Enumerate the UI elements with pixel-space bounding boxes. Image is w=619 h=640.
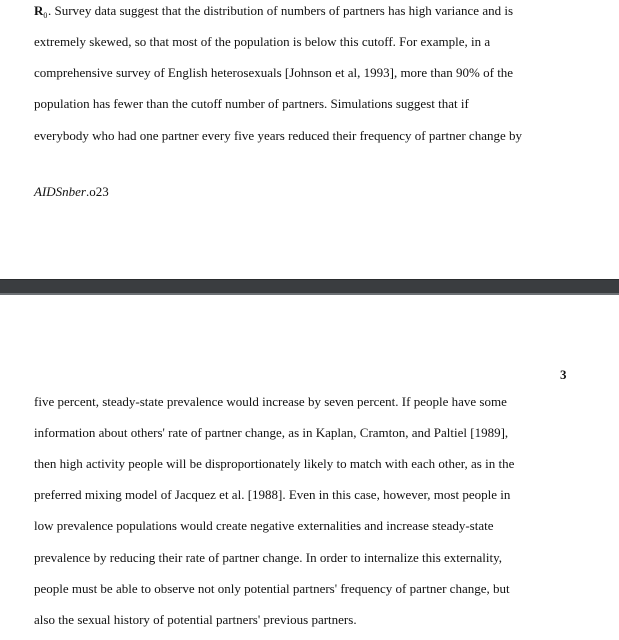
top-line-3: comprehensive survey of English heterosexuals [Johnson et al, 1993], more than 90% of the: [34, 65, 514, 80]
top-line-2: extremely skewed, so that most of the population is below this cutoff. For example, in a: [34, 34, 491, 49]
r0-symbol: [34, 3, 47, 24]
bottom-line-8: also the sexual history of potential partners' previous partners.: [34, 612, 357, 627]
bottom-line-1: five percent, steady-state prevalence would increase by seven percent. If people have some: [34, 394, 507, 409]
bottom-line-2: information about others' rate of partner change, as in Kaplan, Cramton, and Paltiel [1989],: [34, 425, 509, 440]
bottom-line-4: preferred mixing model of Jacquez et al. [1988]. Even in this case, however, most people in: [34, 487, 511, 502]
bottom-line-5: low prevalence populations would create negative externalities and increase steady-state: [34, 518, 494, 533]
top-line-4: population has fewer than the cutoff number of partners. Simulations suggest that if: [34, 96, 469, 111]
bottom-line-3: then high activity people will be disproportionately likely to match with each other, as in the: [34, 456, 515, 471]
r0-subscript: 0: [43, 11, 48, 20]
document-code-name: AIDSnber: [34, 184, 86, 199]
page-number: 3: [560, 367, 567, 382]
document-code-suffix: .o23: [86, 184, 109, 199]
r0-letter: R: [34, 3, 44, 18]
document-code: [34, 184, 109, 200]
top-line-1: . Survey data suggest that the distribution of numbers of partners has high variance and is: [48, 3, 514, 18]
top-line-5: everybody who had one partner every five years reduced their frequency of partner change by: [34, 128, 522, 143]
page-break-separator: [0, 279, 619, 295]
bottom-line-6: prevalence by reducing their rate of partner change. In order to internalize this externality,: [34, 550, 503, 565]
bottom-line-7: people must be able to observe not only potential partners' frequency of partner change, but: [34, 581, 510, 596]
